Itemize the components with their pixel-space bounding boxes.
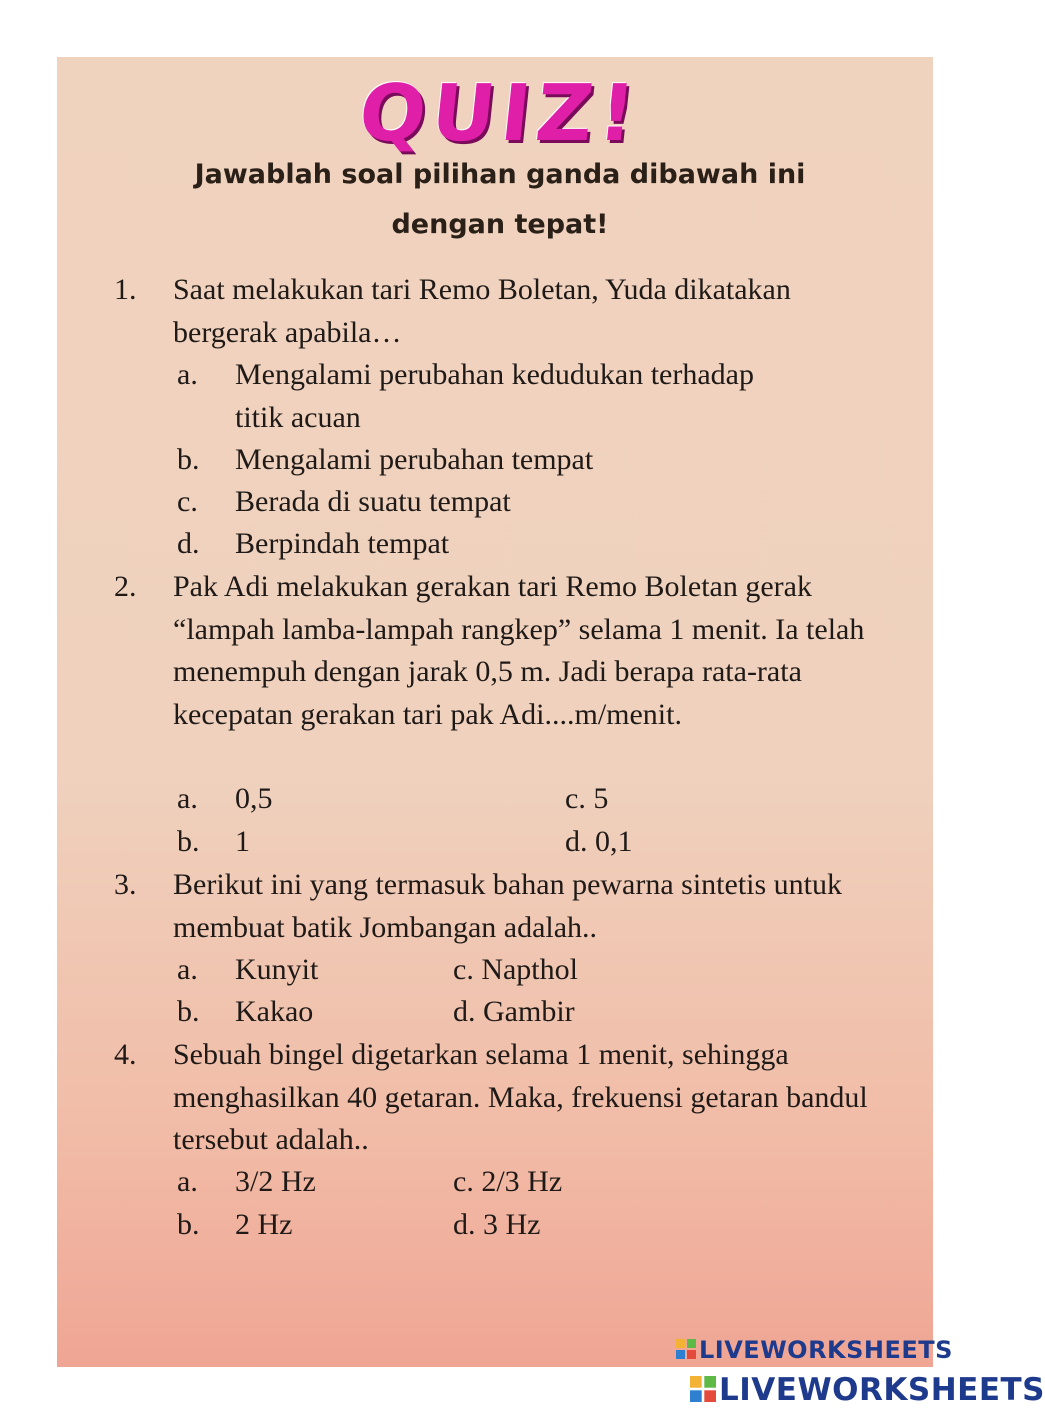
instruction-line-1: Jawablah soal pilihan ganda dibawah ini xyxy=(194,159,806,190)
option-4d[interactable]: d. 3 Hz xyxy=(453,1208,541,1241)
question-number: 2. xyxy=(114,570,137,603)
option-text: Mengalami perubahan tempat xyxy=(235,443,594,476)
option-letter: b. xyxy=(177,443,200,476)
option-letter: a. xyxy=(177,1165,198,1198)
option-letter: c. xyxy=(177,485,198,518)
option-text: 2 Hz xyxy=(235,1208,293,1241)
option-text-continued: titik acuan xyxy=(235,400,361,434)
option-text: Berada di suatu tempat xyxy=(235,485,511,518)
quiz-title: QUIZ! xyxy=(354,69,646,159)
option-text: Kakao xyxy=(235,995,314,1028)
option-letter: b. xyxy=(177,825,200,858)
option-text: 0,5 xyxy=(235,782,273,815)
instruction-line-2: dengan tepat! xyxy=(391,209,609,240)
option-3d[interactable]: d. Gambir xyxy=(453,995,575,1028)
option-text: 1 xyxy=(235,825,250,858)
question-number: 4. xyxy=(114,1038,137,1071)
option-letter: a. xyxy=(177,358,198,391)
option-2c[interactable]: c. 5 xyxy=(565,782,609,815)
watermark-text: LIVEWORKSHEETS xyxy=(719,1372,1045,1408)
liveworksheets-logo-icon xyxy=(690,1374,716,1410)
question-stem: Sebuah bingel digetarkan selama 1 menit, sehingga menghasilkan 40 getaran. Maka, frekuensi getaran bandul tersebut adalah.. xyxy=(173,1038,868,1156)
question-stem: Berikut ini yang termasuk bahan pewarna sintetis untuk membuat batik Jombangan adalah.. xyxy=(173,868,843,944)
liveworksheets-logo-icon xyxy=(676,1337,696,1365)
option-text: Kunyit xyxy=(235,953,319,986)
option-4c[interactable]: c. 2/3 Hz xyxy=(453,1165,563,1198)
watermark-text: LIVEWORKSHEETS xyxy=(699,1336,953,1364)
option-letter: a. xyxy=(177,782,198,815)
option-letter: a. xyxy=(177,953,198,986)
liveworksheets-watermark xyxy=(690,1372,1045,1410)
instruction xyxy=(120,150,880,250)
question-number: 3. xyxy=(114,868,137,901)
option-letter: b. xyxy=(177,995,200,1028)
option-letter: b. xyxy=(177,1208,200,1241)
option-3c[interactable]: c. Napthol xyxy=(453,953,578,986)
option-2d[interactable]: d. 0,1 xyxy=(565,825,633,858)
option-letter: d. xyxy=(177,527,200,560)
option-text: Berpindah tempat xyxy=(235,527,450,560)
question-stem: Pak Adi melakukan gerakan tari Remo Boletan gerak “lampah lamba-lampah rangkep” selama 1 menit. Ia telah menempuh dengan jarak 0,5 m. Jadi berapa rata-rata kecepatan gerakan tari pak Adi....m/menit. xyxy=(173,570,865,731)
option-text: Mengalami perubahan kedudukan terhadap xyxy=(235,358,754,391)
question-stem: Saat melakukan tari Remo Boletan, Yuda dikatakan bergerak apabila… xyxy=(173,273,791,349)
question-number: 1. xyxy=(114,273,137,306)
liveworksheets-watermark-small xyxy=(676,1336,953,1365)
option-text: 3/2 Hz xyxy=(235,1165,316,1198)
